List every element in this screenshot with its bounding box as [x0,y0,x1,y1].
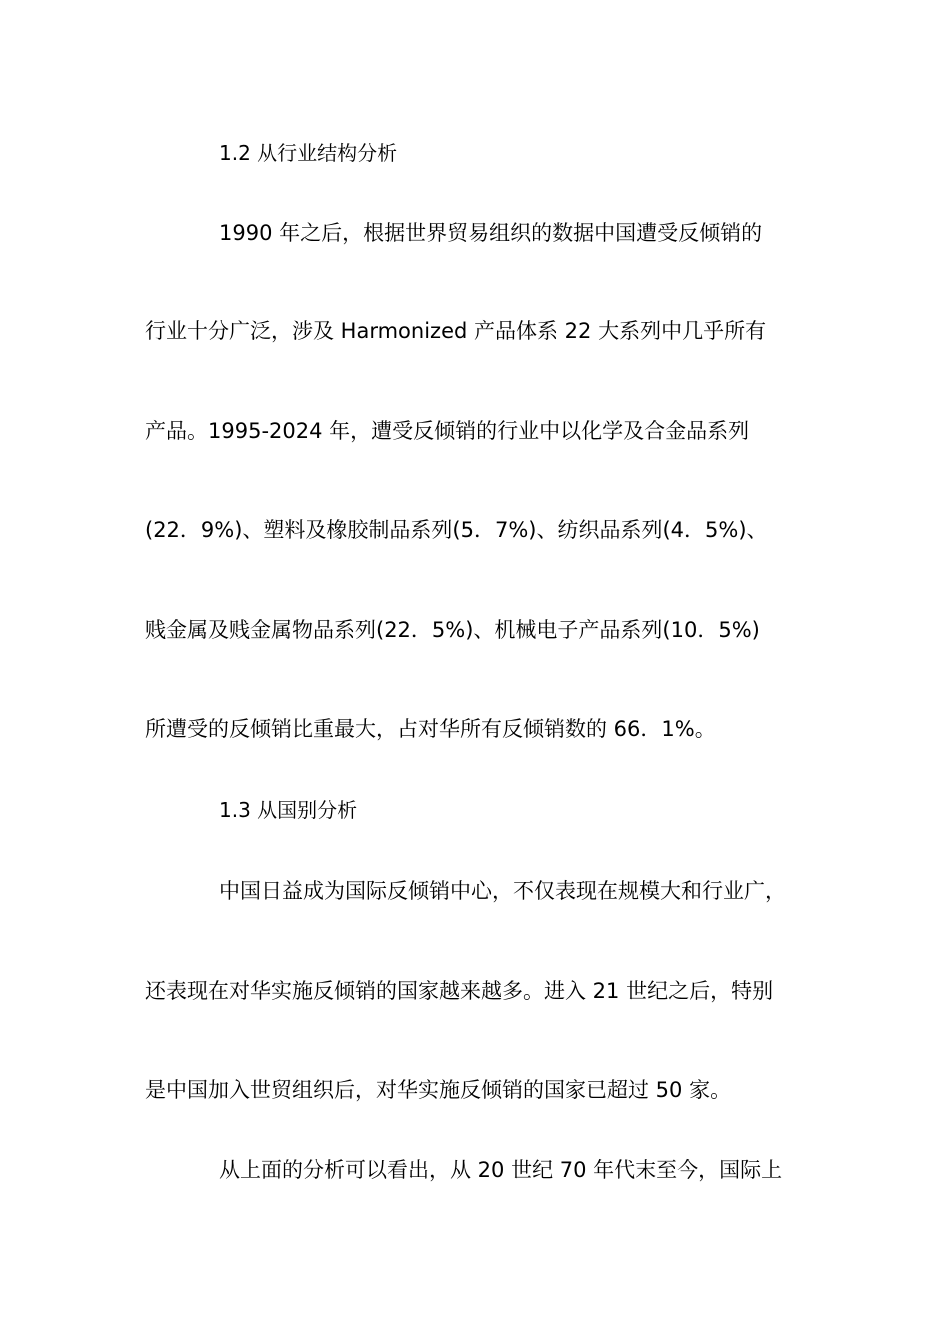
paragraph-line: 行业十分广泛，涉及 Harmonized 产品体系 22 大系列中几乎所有 [145,319,767,343]
paragraph-line: 是中国加入世贸组织后，对华实施反倾销的国家已超过 50 家。 [145,1078,732,1102]
section-heading-1-2: 1.2 从行业结构分析 [219,141,398,165]
paragraph-line: 所遭受的反倾销比重最大，占对华所有反倾销数的 66．1%。 [145,717,716,741]
section-heading-1-3: 1.3 从国别分析 [219,798,358,822]
paragraph-line: 1990 年之后，根据世界贸易组织的数据中国遭受反倾销的 [219,221,763,245]
paragraph-line: 还表现在对华实施反倾销的国家越来越多。进入 21 世纪之后，特别 [145,979,774,1003]
paragraph-line: 贱金属及贱金属物品系列(22．5%)、机械电子产品系列(10．5%) [145,618,760,642]
paragraph-line: 中国日益成为国际反倾销中心，不仅表现在规模大和行业广， [219,879,786,903]
paragraph-line: 从上面的分析可以看出，从 20 世纪 70 年代末至今，国际上 [219,1158,783,1182]
paragraph-line: (22．9%)、塑料及橡胶制品系列(5．7%)、纺织品系列(4．5%)、 [145,518,768,542]
paragraph-line: 产品。1995-2024 年，遭受反倾销的行业中以化学及合金品系列 [145,419,750,443]
